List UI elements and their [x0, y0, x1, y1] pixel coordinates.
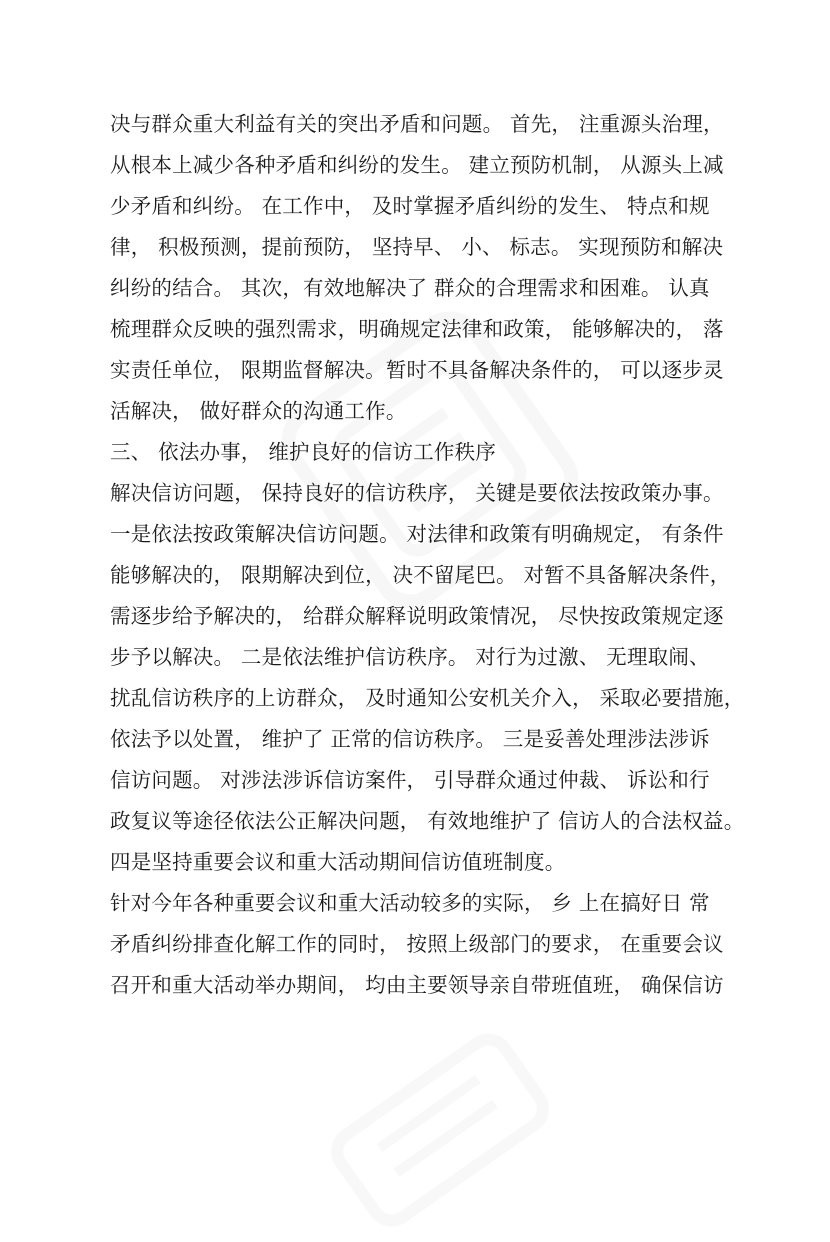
text-line: 从根本上减少各种矛盾和纠纷的发生。 建立预防机制， 从源头上减: [110, 153, 724, 177]
text-line: 少矛盾和纠纷。 在工作中， 及时掌握矛盾纠纷的发生、 特点和规: [110, 194, 710, 218]
text-line: 梳理群众反映的强烈需求，明确规定法律和政策， 能够解决的， 落: [110, 317, 724, 341]
text-line: 扰乱信访秩序的上访群众， 及时通知公安机关介入， 采取必要措施，: [110, 686, 745, 710]
text-line: 矛盾纠纷排查化解工作的同时， 按照上级部门的要求， 在重要会议: [110, 932, 724, 956]
text-line: 依法予以处置， 维护了 正常的信访秩序。 三是妥善处理涉法涉诉: [110, 727, 710, 751]
text-line: 律， 积极预测，提前预防， 坚持早、 小、 标志。 实现预防和解决: [110, 235, 724, 259]
text-line: 需逐步给予解决的， 给群众解释说明政策情况， 尽快按政策规定逐: [110, 604, 724, 628]
section-heading: 三、 依法办事， 维护良好的信访工作秩序: [110, 440, 497, 464]
text-line: 信访问题。 对涉法涉诉信访案件， 引导群众通过仲裁、 诉讼和行: [110, 768, 710, 792]
watermark-fragment-icon: [315, 1018, 564, 1242]
text-line: 政复议等途径依法公正解决问题， 有效地维护了 信访人的合法权益。: [110, 809, 745, 833]
text-line: 解决信访问题， 保持良好的信访秩序， 关键是要依法按政策办事。: [110, 481, 724, 505]
text-line: 活解决， 做好群众的沟通工作。: [110, 399, 407, 423]
text-line: 步予以解决。 二是依法维护信访秩序。 对行为过激、 无理取闹、: [110, 645, 710, 669]
text-line: 纠纷的结合。 其次，有效地解决了 群众的合理需求和困难。 认真: [110, 276, 710, 300]
text-line: 实责任单位， 限期监督解决。暂时不具备解决条件的， 可以逐步灵: [110, 358, 724, 382]
text-line: 针对今年各种重要会议和重大活动较多的实际， 乡 上在搞好日 常: [110, 891, 710, 915]
text-line: 能够解决的， 限期解决到位， 决不留尾巴。 对暂不具备解决条件，: [110, 563, 731, 587]
text-line: 决与群众重大利益有关的突出矛盾和问题。 首先， 注重源头治理，: [110, 112, 724, 136]
text-line: 召开和重大活动举办期间， 均由主要领导亲自带班值班， 确保信访: [110, 973, 724, 997]
text-line: 一是依法按政策解决信访问题。 对法律和政策有明确规定， 有条件: [110, 522, 724, 546]
text-line: 四是坚持重要会议和重大活动期间信访值班制度。: [110, 850, 566, 874]
